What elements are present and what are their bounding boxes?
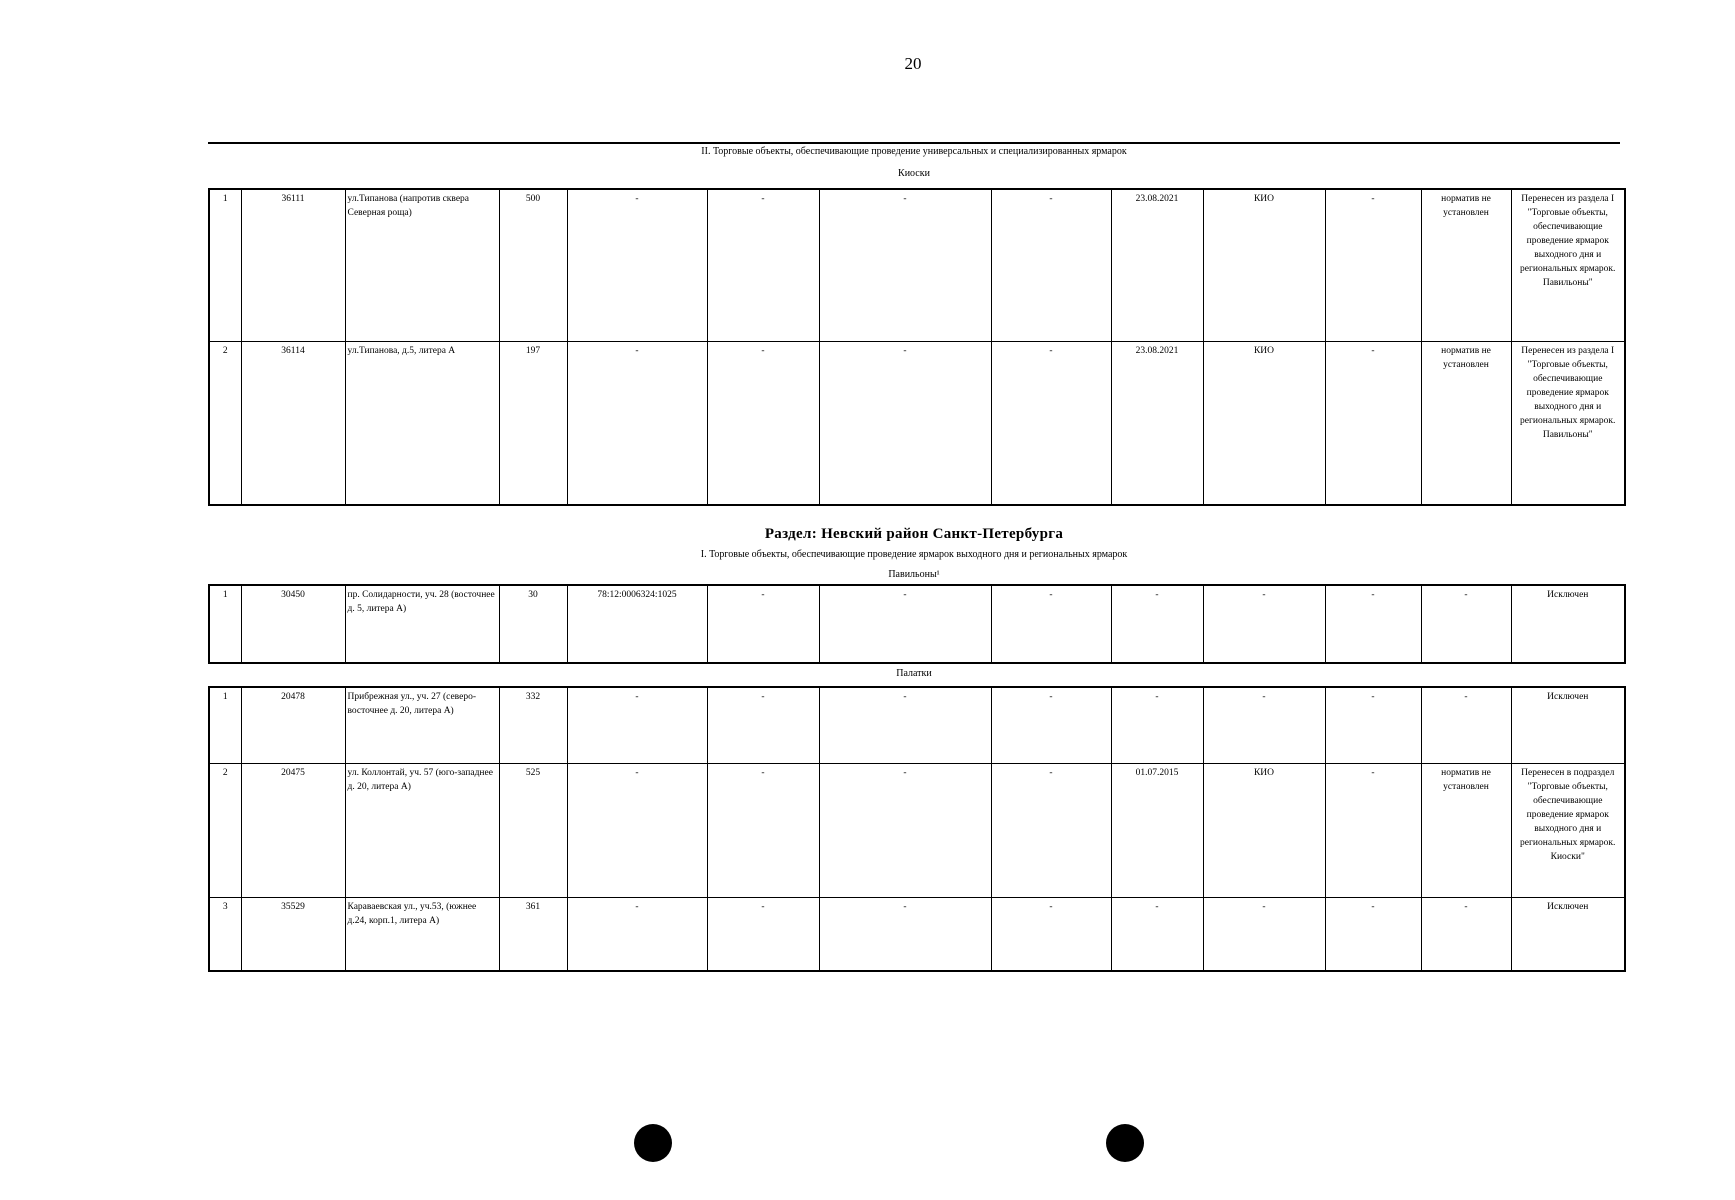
table-row	[209, 189, 1625, 341]
row-number: 1	[209, 687, 241, 763]
area: 361	[499, 897, 567, 971]
address: пр. Солидарности, уч. 28 (восточнее д. 5, литера А)	[345, 585, 499, 663]
area: 332	[499, 687, 567, 763]
organization: -	[1203, 687, 1325, 763]
page-number: 20	[904, 54, 922, 73]
cell: -	[991, 763, 1111, 897]
area: 30	[499, 585, 567, 663]
cell: -	[991, 687, 1111, 763]
area: 500	[499, 189, 567, 341]
cell: -	[819, 897, 991, 971]
header-rule	[208, 142, 1620, 144]
cell: -	[819, 189, 991, 341]
date: 01.07.2015	[1111, 763, 1203, 897]
cadastre: 78:12:0006324:1025	[567, 585, 707, 663]
organization: КИО	[1203, 189, 1325, 341]
cell: -	[707, 763, 819, 897]
cell: -	[1325, 585, 1421, 663]
tents-subheading: Палатки	[896, 668, 932, 679]
norm: норматив не установлен	[1421, 189, 1511, 341]
cell: -	[991, 897, 1111, 971]
cell: -	[819, 341, 991, 505]
note: Исключен	[1511, 897, 1625, 971]
table-row	[209, 897, 1625, 971]
table-row	[209, 763, 1625, 897]
cell: -	[991, 585, 1111, 663]
date: 23.08.2021	[1111, 341, 1203, 505]
cell: -	[819, 585, 991, 663]
pavilions-table	[208, 584, 1626, 664]
tents-table	[208, 686, 1626, 972]
organization: КИО	[1203, 763, 1325, 897]
cell: -	[707, 189, 819, 341]
cell: -	[991, 341, 1111, 505]
hole-punch-mark	[634, 1124, 672, 1162]
object-id: 36114	[241, 341, 345, 505]
table-row	[209, 341, 1625, 505]
section1-heading: II. Торговые объекты, обеспечивающие проведение универсальных и специализированных ярмарок	[701, 146, 1127, 157]
note: Перенесен из раздела I "Торговые объекты, обеспечивающие проведение ярмарок выходного дня и региональных ярмарок. Павильоны"	[1511, 189, 1625, 341]
organization: КИО	[1203, 341, 1325, 505]
object-id: 35529	[241, 897, 345, 971]
object-id: 36111	[241, 189, 345, 341]
cadastre: -	[567, 687, 707, 763]
cell: -	[707, 687, 819, 763]
cell: -	[707, 341, 819, 505]
row-number: 2	[209, 341, 241, 505]
row-number: 2	[209, 763, 241, 897]
object-id: 30450	[241, 585, 345, 663]
area: 197	[499, 341, 567, 505]
pavilions-subheading: Павильоны¹	[888, 569, 940, 580]
row-number: 1	[209, 585, 241, 663]
date: 23.08.2021	[1111, 189, 1203, 341]
area: 525	[499, 763, 567, 897]
norm: норматив не установлен	[1421, 763, 1511, 897]
date: -	[1111, 585, 1203, 663]
cell: -	[1325, 687, 1421, 763]
organization: -	[1203, 585, 1325, 663]
address: Караваевская ул., уч.53, (южнее д.24, корп.1, литера А)	[345, 897, 499, 971]
norm: -	[1421, 687, 1511, 763]
norm: -	[1421, 897, 1511, 971]
cell: -	[1325, 189, 1421, 341]
cell: -	[1325, 341, 1421, 505]
note: Исключен	[1511, 585, 1625, 663]
norm: -	[1421, 585, 1511, 663]
address: ул. Коллонтай, уч. 57 (юго-западнее д. 20, литера А)	[345, 763, 499, 897]
cadastre: -	[567, 341, 707, 505]
note: Перенесен в подраздел "Торговые объекты, обеспечивающие проведение ярмарок выходного дня и региональных ярмарок. Киоски"	[1511, 763, 1625, 897]
section1-subheading: Киоски	[898, 168, 930, 179]
kiosks-table	[208, 188, 1626, 506]
note: Исключен	[1511, 687, 1625, 763]
table-row	[209, 687, 1625, 763]
cell: -	[1325, 897, 1421, 971]
address: ул.Типанова, д.5, литера А	[345, 341, 499, 505]
cell: -	[991, 189, 1111, 341]
cell: -	[707, 897, 819, 971]
organization: -	[1203, 897, 1325, 971]
note: Перенесен из раздела I "Торговые объекты, обеспечивающие проведение ярмарок выходного дня и региональных ярмарок. Павильоны"	[1511, 341, 1625, 505]
address: Прибрежная ул., уч. 27 (северо-восточнее д. 20, литера А)	[345, 687, 499, 763]
cell: -	[1325, 763, 1421, 897]
section-title: Раздел: Невский район Санкт-Петербурга	[764, 526, 1064, 542]
section2-heading: I. Торговые объекты, обеспечивающие проведение ярмарок выходного дня и региональных ярмарок	[700, 549, 1128, 560]
row-number: 3	[209, 897, 241, 971]
table-row	[209, 585, 1625, 663]
date: -	[1111, 687, 1203, 763]
date: -	[1111, 897, 1203, 971]
cell: -	[819, 687, 991, 763]
cadastre: -	[567, 189, 707, 341]
cadastre: -	[567, 763, 707, 897]
address: ул.Типанова (напротив сквера Северная роща)	[345, 189, 499, 341]
row-number: 1	[209, 189, 241, 341]
norm: норматив не установлен	[1421, 341, 1511, 505]
object-id: 20475	[241, 763, 345, 897]
cadastre: -	[567, 897, 707, 971]
cell: -	[707, 585, 819, 663]
object-id: 20478	[241, 687, 345, 763]
hole-punch-mark	[1106, 1124, 1144, 1162]
cell: -	[819, 763, 991, 897]
